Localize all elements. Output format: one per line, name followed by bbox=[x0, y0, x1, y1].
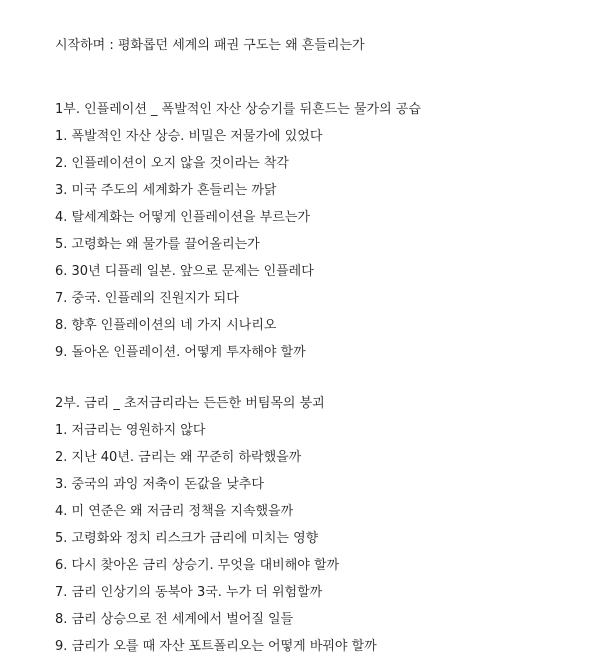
list-item: 1. 저금리는 영원하지 않다 bbox=[55, 423, 206, 438]
list-item: 4. 탈세계화는 어떻게 인플레이션을 부르는가 bbox=[55, 210, 310, 225]
list-item: 3. 미국 주도의 세계화가 흔들리는 까닭 bbox=[55, 183, 277, 198]
list-item: 9. 돌아온 인플레이션. 어떻게 투자해야 할까 bbox=[55, 345, 306, 360]
list-item: 6. 30년 디플레 일본. 앞으로 문제는 인플레다 bbox=[55, 264, 314, 279]
list-item: 4. 미 연준은 왜 저금리 정책을 지속했을까 bbox=[55, 504, 294, 519]
list-item: 3. 중국의 과잉 저축이 돈값을 낮추다 bbox=[55, 477, 264, 492]
part-title: 2부. 금리 _ 초저금리라는 든든한 버팀목의 붕괴 bbox=[55, 396, 325, 411]
part-1-section bbox=[55, 96, 595, 366]
list-item: 8. 향후 인플레이션의 네 가지 시나리오 bbox=[55, 318, 277, 333]
list-item: 2. 지난 40년. 금리는 왜 꾸준히 하락했을까 bbox=[55, 450, 302, 465]
part-2-section bbox=[55, 390, 595, 660]
list-item: 7. 금리 인상기의 동북아 3국. 누가 더 위험할까 bbox=[55, 585, 323, 600]
list-item: 1. 폭발적인 자산 상승. 비밀은 저물가에 있었다 bbox=[55, 129, 323, 144]
spacer bbox=[55, 59, 595, 96]
part-title: 1부. 인플레이션 _ 폭발적인 자산 상승기를 뒤흔드는 물가의 공습 bbox=[55, 102, 421, 117]
list-item: 5. 고령화는 왜 물가를 끌어올리는가 bbox=[55, 237, 260, 252]
list-item: 7. 중국. 인플레의 진원지가 되다 bbox=[55, 291, 239, 306]
list-item: 6. 다시 찾아온 금리 상승기. 무엇을 대비해야 할까 bbox=[55, 558, 340, 573]
list-item: 9. 금리가 오를 때 자산 포트폴리오는 어떻게 바꿔야 할까 bbox=[55, 639, 377, 654]
table-of-contents bbox=[55, 32, 595, 660]
list-item: 5. 고령화와 정치 리스크가 금리에 미치는 영향 bbox=[55, 531, 319, 546]
list-item: 2. 인플레이션이 오지 않을 것이라는 착각 bbox=[55, 156, 289, 171]
spacer bbox=[55, 366, 595, 390]
list-item: 8. 금리 상승으로 전 세계에서 벌어질 일들 bbox=[55, 612, 294, 627]
intro-title: 시작하며 : 평화롭던 세계의 패권 구도는 왜 흔들리는가 bbox=[55, 38, 365, 53]
